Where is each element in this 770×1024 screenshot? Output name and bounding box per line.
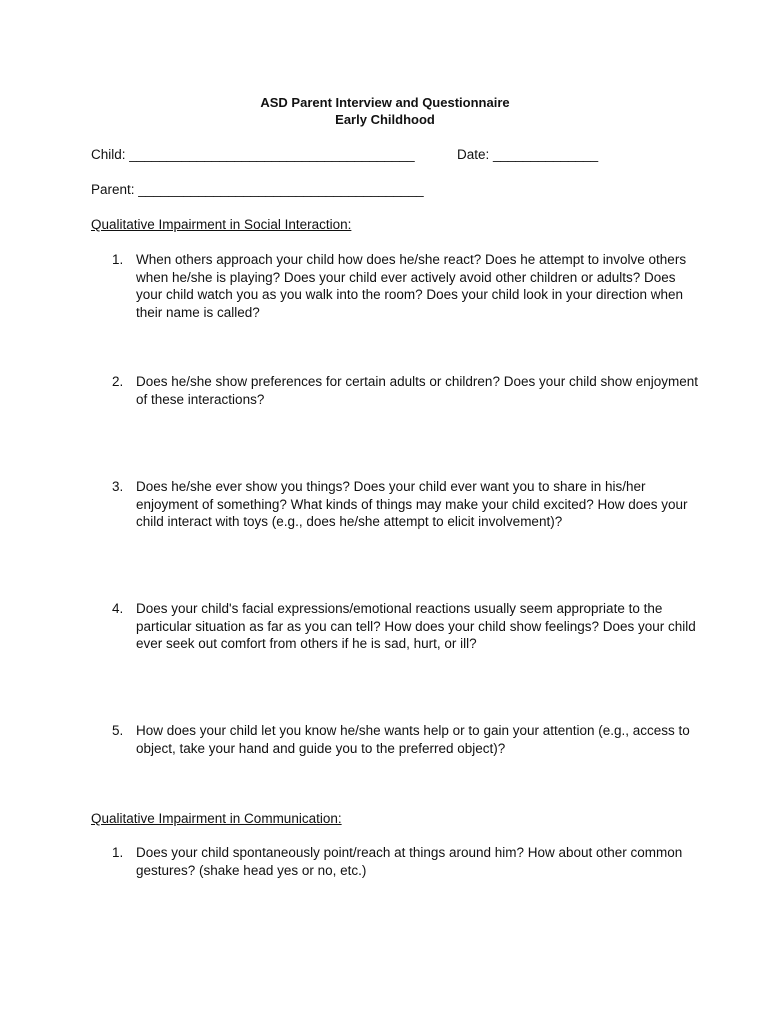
question-item [112, 478, 702, 531]
question-number: 4. [112, 601, 124, 616]
question-item [112, 373, 702, 408]
question-number: 3. [112, 479, 124, 494]
date-field[interactable]: Date: ______________ [457, 147, 599, 162]
question-text: When others approach your child how does he/she react? Does he attempt to involve others when he/she is playing? Does your child ever actively avoid other children or adults? Does your child watch you as you walk into the room? Does your child look in your direction when their name is called? [136, 252, 687, 320]
question-text: Does he/she ever show you things? Does your child ever want you to share in his/her enjoyment of something? What kinds of things may make your child excited? How does your child interact with toys (e.g., does he/she attempt to elicit involvement)? [136, 479, 688, 530]
question-number: 5. [112, 723, 124, 738]
parent-name-field[interactable]: Parent: ______________________________________ [91, 182, 424, 197]
section-heading-communication: Qualitative Impairment in Communication: [91, 811, 342, 826]
question-text: Does he/she show preferences for certain adults or children? Does your child show enjoyment of these interactions? [136, 374, 699, 407]
document-title: ASD Parent Interview and Questionnaire [260, 95, 510, 110]
question-number: 1. [112, 252, 124, 267]
question-item [112, 844, 702, 879]
document-subtitle: Early Childhood [335, 112, 435, 127]
child-name-field[interactable]: Child: ______________________________________ [91, 147, 415, 162]
question-text: Does your child spontaneously point/reach at things around him? How about other common gestures? (shake head yes or no, etc.) [136, 845, 683, 878]
question-number: 1. [112, 845, 124, 860]
question-text: How does your child let you know he/she wants help or to gain your attention (e.g., access to object, take your hand and guide you to the preferred object)? [136, 723, 690, 756]
question-item [112, 251, 702, 321]
question-item [112, 722, 702, 757]
question-text: Does your child's facial expressions/emotional reactions usually seem appropriate to the particular situation as far as you can tell? How does your child show feelings? Does your child ever seek out comfort from others if he is sad, hurt, or ill? [136, 601, 696, 652]
question-item [112, 600, 702, 653]
section-heading-social-interaction: Qualitative Impairment in Social Interaction: [91, 217, 352, 232]
question-number: 2. [112, 374, 124, 389]
